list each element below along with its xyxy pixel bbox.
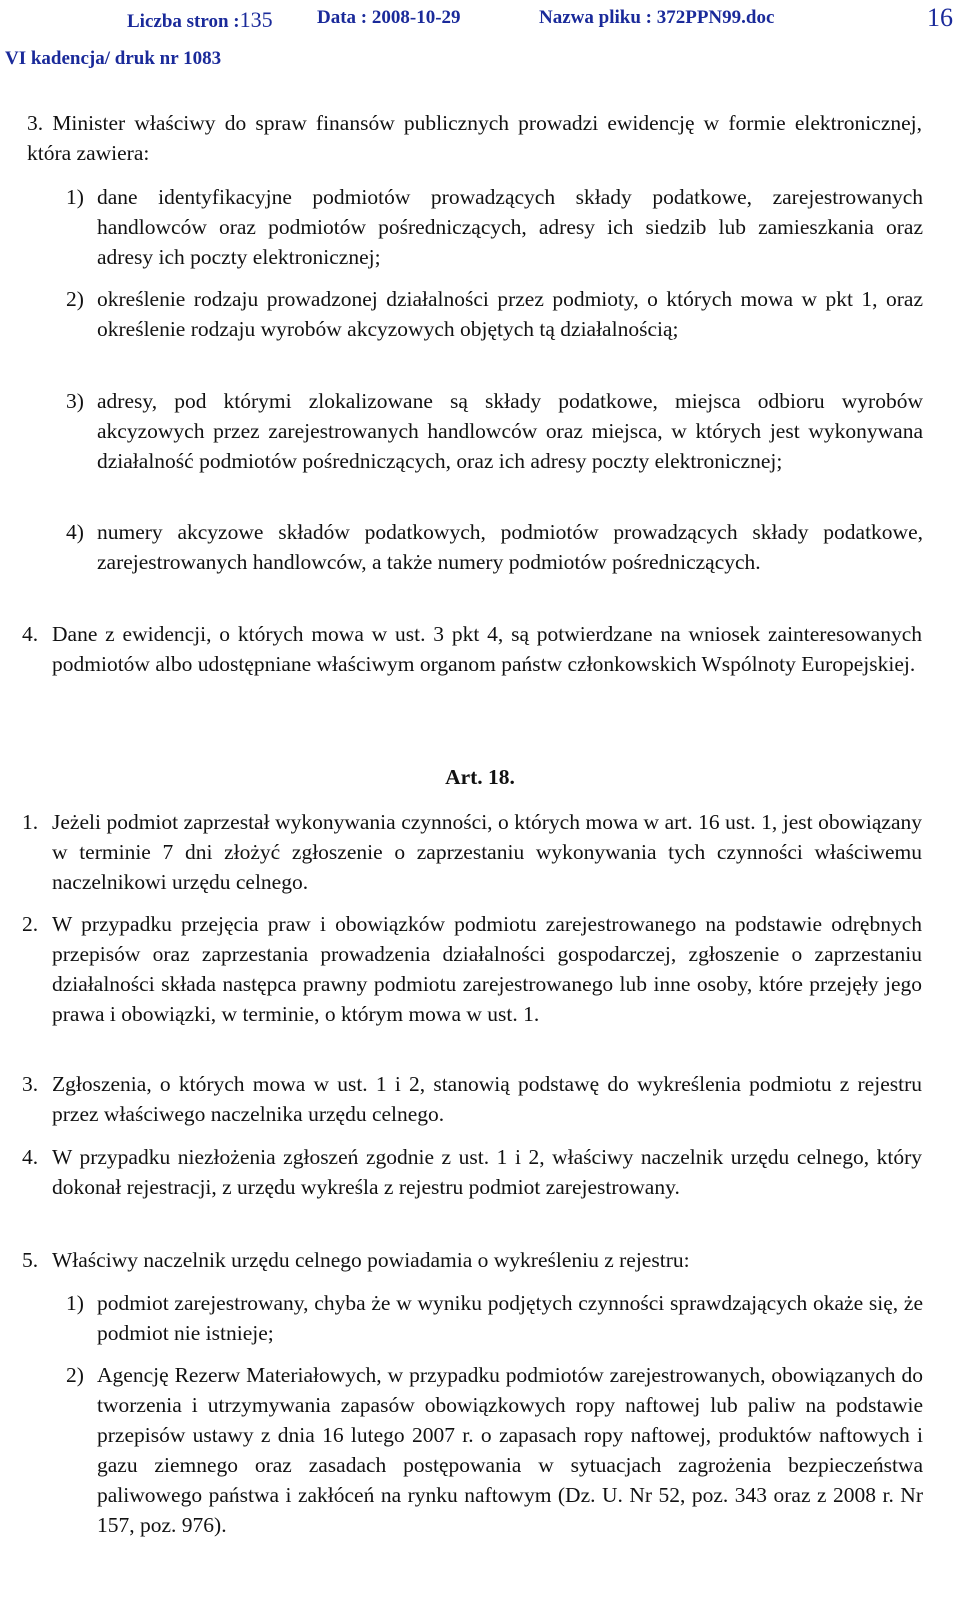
list-item xyxy=(66,182,923,272)
item-number: 1) xyxy=(66,185,84,209)
item-number: 2) xyxy=(66,287,84,311)
paragraph-number: 4. xyxy=(22,622,39,646)
item-number: 4) xyxy=(66,520,84,544)
item-text: dane identyfikacyjne podmiotów prowadzących składy podatkowe, zarejestrowanych handlowców oraz podmiotów pośredniczących, adresy ich siedzib lub zamieszkania oraz adresy ich poczty elektronicznej; xyxy=(97,185,923,269)
paragraph-text: W przypadku przejęcia praw i obowiązków podmiotu zarejestrowanego na podstawie odrębnych przepisów oraz zaprzestania prowadzenia działalności gospodarczej, zgłoszenie o zaprzestaniu działalności składa następca prawny podmiotu zarejestrowanego lub inne osoby, które przejęły jego prawa i obowiązki, w terminie, o którym mowa w ust. 1. xyxy=(52,912,922,1026)
pages-label: Liczba stron : xyxy=(127,11,240,32)
list-item xyxy=(66,284,923,344)
article-paragraph xyxy=(22,807,922,897)
article-paragraph xyxy=(22,1142,922,1202)
pages-count xyxy=(127,7,273,33)
item-number: 1) xyxy=(66,1291,84,1315)
page-header xyxy=(127,3,953,33)
paragraph-text: Zgłoszenia, o których mowa w ust. 1 i 2, stanowią podstawę do wykreślenia podmiotu z rejestru przez właściwego naczelnika urzędu celnego. xyxy=(52,1072,922,1126)
article-paragraph xyxy=(22,1245,922,1275)
item-text: podmiot zarejestrowany, chyba że w wyniku podjętych czynności sprawdzających okaże się, że podmiot nie istnieje; xyxy=(97,1291,923,1345)
paragraph-text: Dane z ewidencji, o których mowa w ust. 3 pkt 4, są potwierdzane na wniosek zainteresowanych podmiotów albo udostępniane właściwym organom państw członkowskich Wspólnoty Europejskiej. xyxy=(52,622,922,676)
item-text: numery akcyzowe składów podatkowych, podmiotów prowadzących składy podatkowe, zarejestrowanych handlowców, a także numery podmiotów pośredniczących. xyxy=(97,520,923,574)
paragraph-number: 1. xyxy=(22,810,39,834)
list-item xyxy=(66,1288,923,1348)
item-text: adresy, pod którymi zlokalizowane są składy podatkowe, miejsca odbioru wyrobów akcyzowych przez zarejestrowanych handlowców oraz miejsca, w których jest wykonywana działalność podmiotów pośredniczących, oraz ich adresy poczty elektronicznej; xyxy=(97,389,923,473)
document-date: Data : 2008-10-29 xyxy=(317,7,461,28)
list-item xyxy=(66,517,923,577)
item-text: Agencję Rezerw Materiałowych, w przypadku podmiotów zarejestrowanych, obowiązanych do tworzenia i utrzymywania zapasów obowiązkowych ropy naftowej lub paliw na podstawie przepisów ustawy z dnia 16 lutego 2007 r. o zapasach ropy naftowej, produktów naftowych i gazu ziemnego oraz zasadach postępowania w sytuacjach zagrożenia bezpieczeństwa paliwowego państwa i zakłóceń na rynku naftowym (Dz. U. Nr 52, poz. 343 oraz z 2008 r. Nr 157, poz. 976). xyxy=(97,1363,923,1537)
term-print-number: VI kadencja/ druk nr 1083 xyxy=(5,48,222,69)
file-name: Nazwa pliku : 372PPN99.doc xyxy=(539,7,775,28)
pages-value: 135 xyxy=(239,7,273,32)
item-number: 3) xyxy=(66,389,84,413)
article-paragraph xyxy=(22,909,922,1029)
article-title: Art. 18. xyxy=(445,765,515,789)
article-paragraph xyxy=(22,1069,922,1129)
item-text: określenie rodzaju prowadzonej działalności przez podmioty, o których mowa w pkt 1, oraz określenie rodzaju wyrobów akcyzowych objętych tą działalnością; xyxy=(97,287,923,341)
paragraph-text: Jeżeli podmiot zaprzestał wykonywania czynności, o których mowa w art. 16 ust. 1, jest obowiązany w terminie 7 dni złożyć zgłoszenie o zaprzestaniu wykonywania tych czynności właściwemu naczelnikowi urzędu celnego. xyxy=(52,810,922,894)
paragraph-text: Właściwy naczelnik urzędu celnego powiadamia o wykreśleniu z rejestru: xyxy=(52,1248,690,1272)
page-number: 16 xyxy=(927,3,953,32)
paragraph-number: 5. xyxy=(22,1248,39,1272)
paragraph-number: 3. xyxy=(27,111,44,135)
paragraph-3 xyxy=(27,108,922,168)
paragraph-text: W przypadku niezłożenia zgłoszeń zgodnie z ust. 1 i 2, właściwy naczelnik urzędu celnego, który dokonał rejestracji, z urzędu wykreśla z rejestru podmiot zarejestrowany. xyxy=(52,1145,922,1199)
paragraph-4 xyxy=(22,619,922,679)
paragraph-number: 3. xyxy=(22,1072,39,1096)
paragraph-text: Minister właściwy do spraw finansów publicznych prowadzi ewidencję w formie elektronicznej, która zawiera: xyxy=(27,111,923,165)
list-item xyxy=(66,386,923,476)
list-item xyxy=(66,1360,923,1540)
paragraph-number: 2. xyxy=(22,912,39,936)
paragraph-number: 4. xyxy=(22,1145,39,1169)
item-number: 2) xyxy=(66,1363,84,1387)
